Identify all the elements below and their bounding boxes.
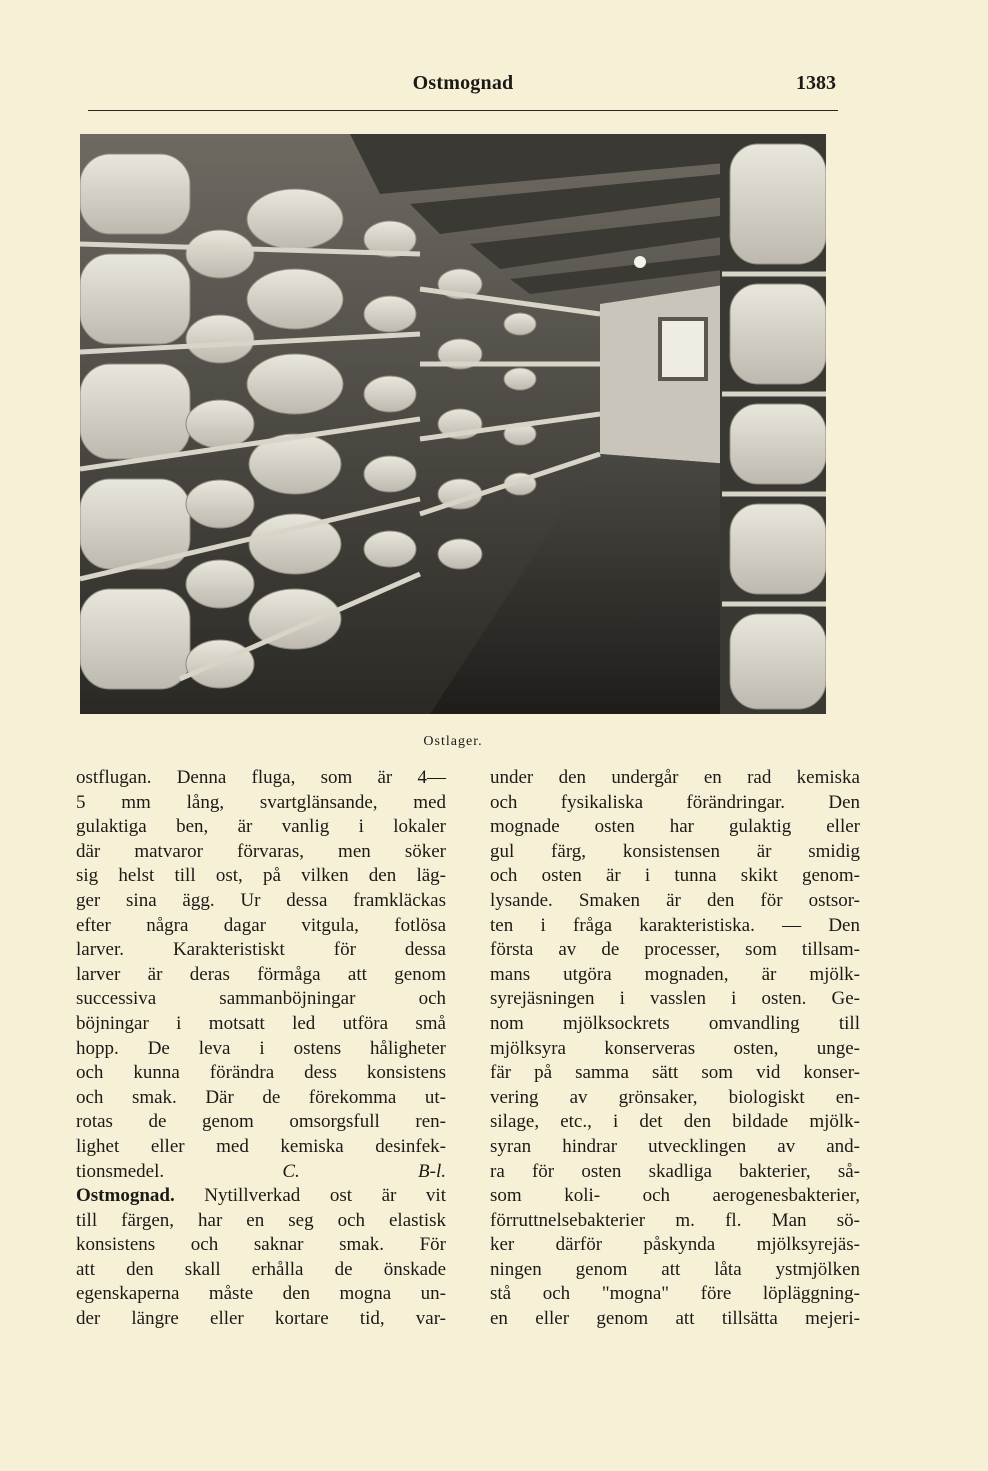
text-line: som koli- och aerogenesbakterier, xyxy=(490,1185,860,1207)
text-line: en eller genom att tillsätta mejeri- xyxy=(490,1308,860,1330)
text-line: gul färg, konsistensen är smidig xyxy=(490,840,860,862)
text-line: lysande. Smaken är den för ostsor- xyxy=(490,889,860,911)
text-line: Nytillverkad ost är vit xyxy=(204,1185,446,1207)
photo-illustration xyxy=(80,134,826,714)
page-title: Ostmognad xyxy=(412,72,514,94)
text-line: och smak. Där de förekomma ut- xyxy=(76,1086,446,1108)
text-line: ostflugan. Denna fluga, som är 4— xyxy=(76,767,446,788)
text-line: mjölksyra konserveras osten, unge- xyxy=(490,1037,860,1059)
text-line: ker därför påskynda mjölksyrejäs- xyxy=(490,1234,860,1256)
author-signature: C. B-l. xyxy=(282,1160,446,1182)
text-line: och fysikaliska förändringar. Den xyxy=(490,791,860,813)
text-line: lighet eller med kemiska desinfek- xyxy=(76,1135,446,1157)
text-line: successiva sammanböjningar och xyxy=(76,988,446,1010)
text-line: förruttnelsebakterier m. fl. Man sö- xyxy=(490,1209,860,1231)
page-number: 1383 xyxy=(796,72,836,94)
text-line: hopp. De leva i ostens håligheter xyxy=(76,1037,446,1059)
text-line: mognade osten har gulaktig eller xyxy=(490,816,860,838)
photo-cheese-storage xyxy=(80,134,826,714)
text-line: efter några dagar vitgula, fotlösa xyxy=(76,914,446,936)
text-line: ten i fråga karakteristiska. — Den xyxy=(490,914,860,936)
text-line: tionsmedel. xyxy=(76,1160,165,1182)
text-line: larver. Karakteristiskt för dessa xyxy=(76,939,446,961)
text-line: där matvaror förvaras, men söker xyxy=(76,840,446,862)
text-line: första av de processer, som tillsam- xyxy=(490,939,860,961)
text-line: ger sina ägg. Ur dessa framkläckas xyxy=(76,889,446,911)
running-header xyxy=(88,70,838,111)
text-line: konsistens och saknar smak. För xyxy=(76,1234,446,1256)
entry-headword: Ostmognad. xyxy=(76,1185,175,1207)
text-line: att den skall erhålla de önskade xyxy=(76,1258,446,1280)
text-line: ra för osten skadliga bakterier, så- xyxy=(490,1160,860,1182)
text-line: syrejäsningen i vasslen i osten. Ge- xyxy=(490,988,860,1010)
text-line: larver är deras förmåga att genom xyxy=(76,963,446,985)
text-line: 5 mm lång, svartglänsande, med xyxy=(76,791,446,813)
signature-line xyxy=(76,1160,446,1185)
text-line: under den undergår en rad kemiska xyxy=(490,767,860,788)
text-line: vering av grönsaker, biologiskt en- xyxy=(490,1086,860,1108)
text-line: syran hindrar utvecklingen av and- xyxy=(490,1135,860,1157)
text-line: sig helst till ost, på vilken den läg- xyxy=(76,865,446,887)
text-line: silage, etc., i det den bildade mjölk- xyxy=(490,1111,860,1133)
text-line: stå och "mogna" före löpläggning- xyxy=(490,1283,860,1305)
text-line: nom mjölksockrets omvandling till xyxy=(490,1012,860,1034)
text-line: fär på samma sätt som vid konser- xyxy=(490,1062,860,1084)
text-line: der längre eller kortare tid, var- xyxy=(76,1308,446,1330)
text-line: och kunna förändra dess konsistens xyxy=(76,1062,446,1084)
text-line: till färgen, har en seg och elastisk xyxy=(76,1209,446,1231)
text-line: gulaktiga ben, är vanlig i lokaler xyxy=(76,816,446,838)
text-line: rotas de genom omsorgsfull ren- xyxy=(76,1111,446,1133)
text-line: mans utgöra mognaden, är mjölk- xyxy=(490,963,860,985)
left-column xyxy=(76,766,446,1332)
right-column xyxy=(490,766,860,1332)
text-line: ningen genom att låta ystmjölken xyxy=(490,1258,860,1280)
text-line: egenskaperna måste den mogna un- xyxy=(76,1283,446,1305)
figure-caption: Ostlager. xyxy=(423,734,483,749)
text-line: böjningar i motsatt led utföra små xyxy=(76,1012,446,1034)
text-line: och osten är i tunna skikt genom- xyxy=(490,865,860,887)
entry-first-line xyxy=(76,1184,446,1209)
